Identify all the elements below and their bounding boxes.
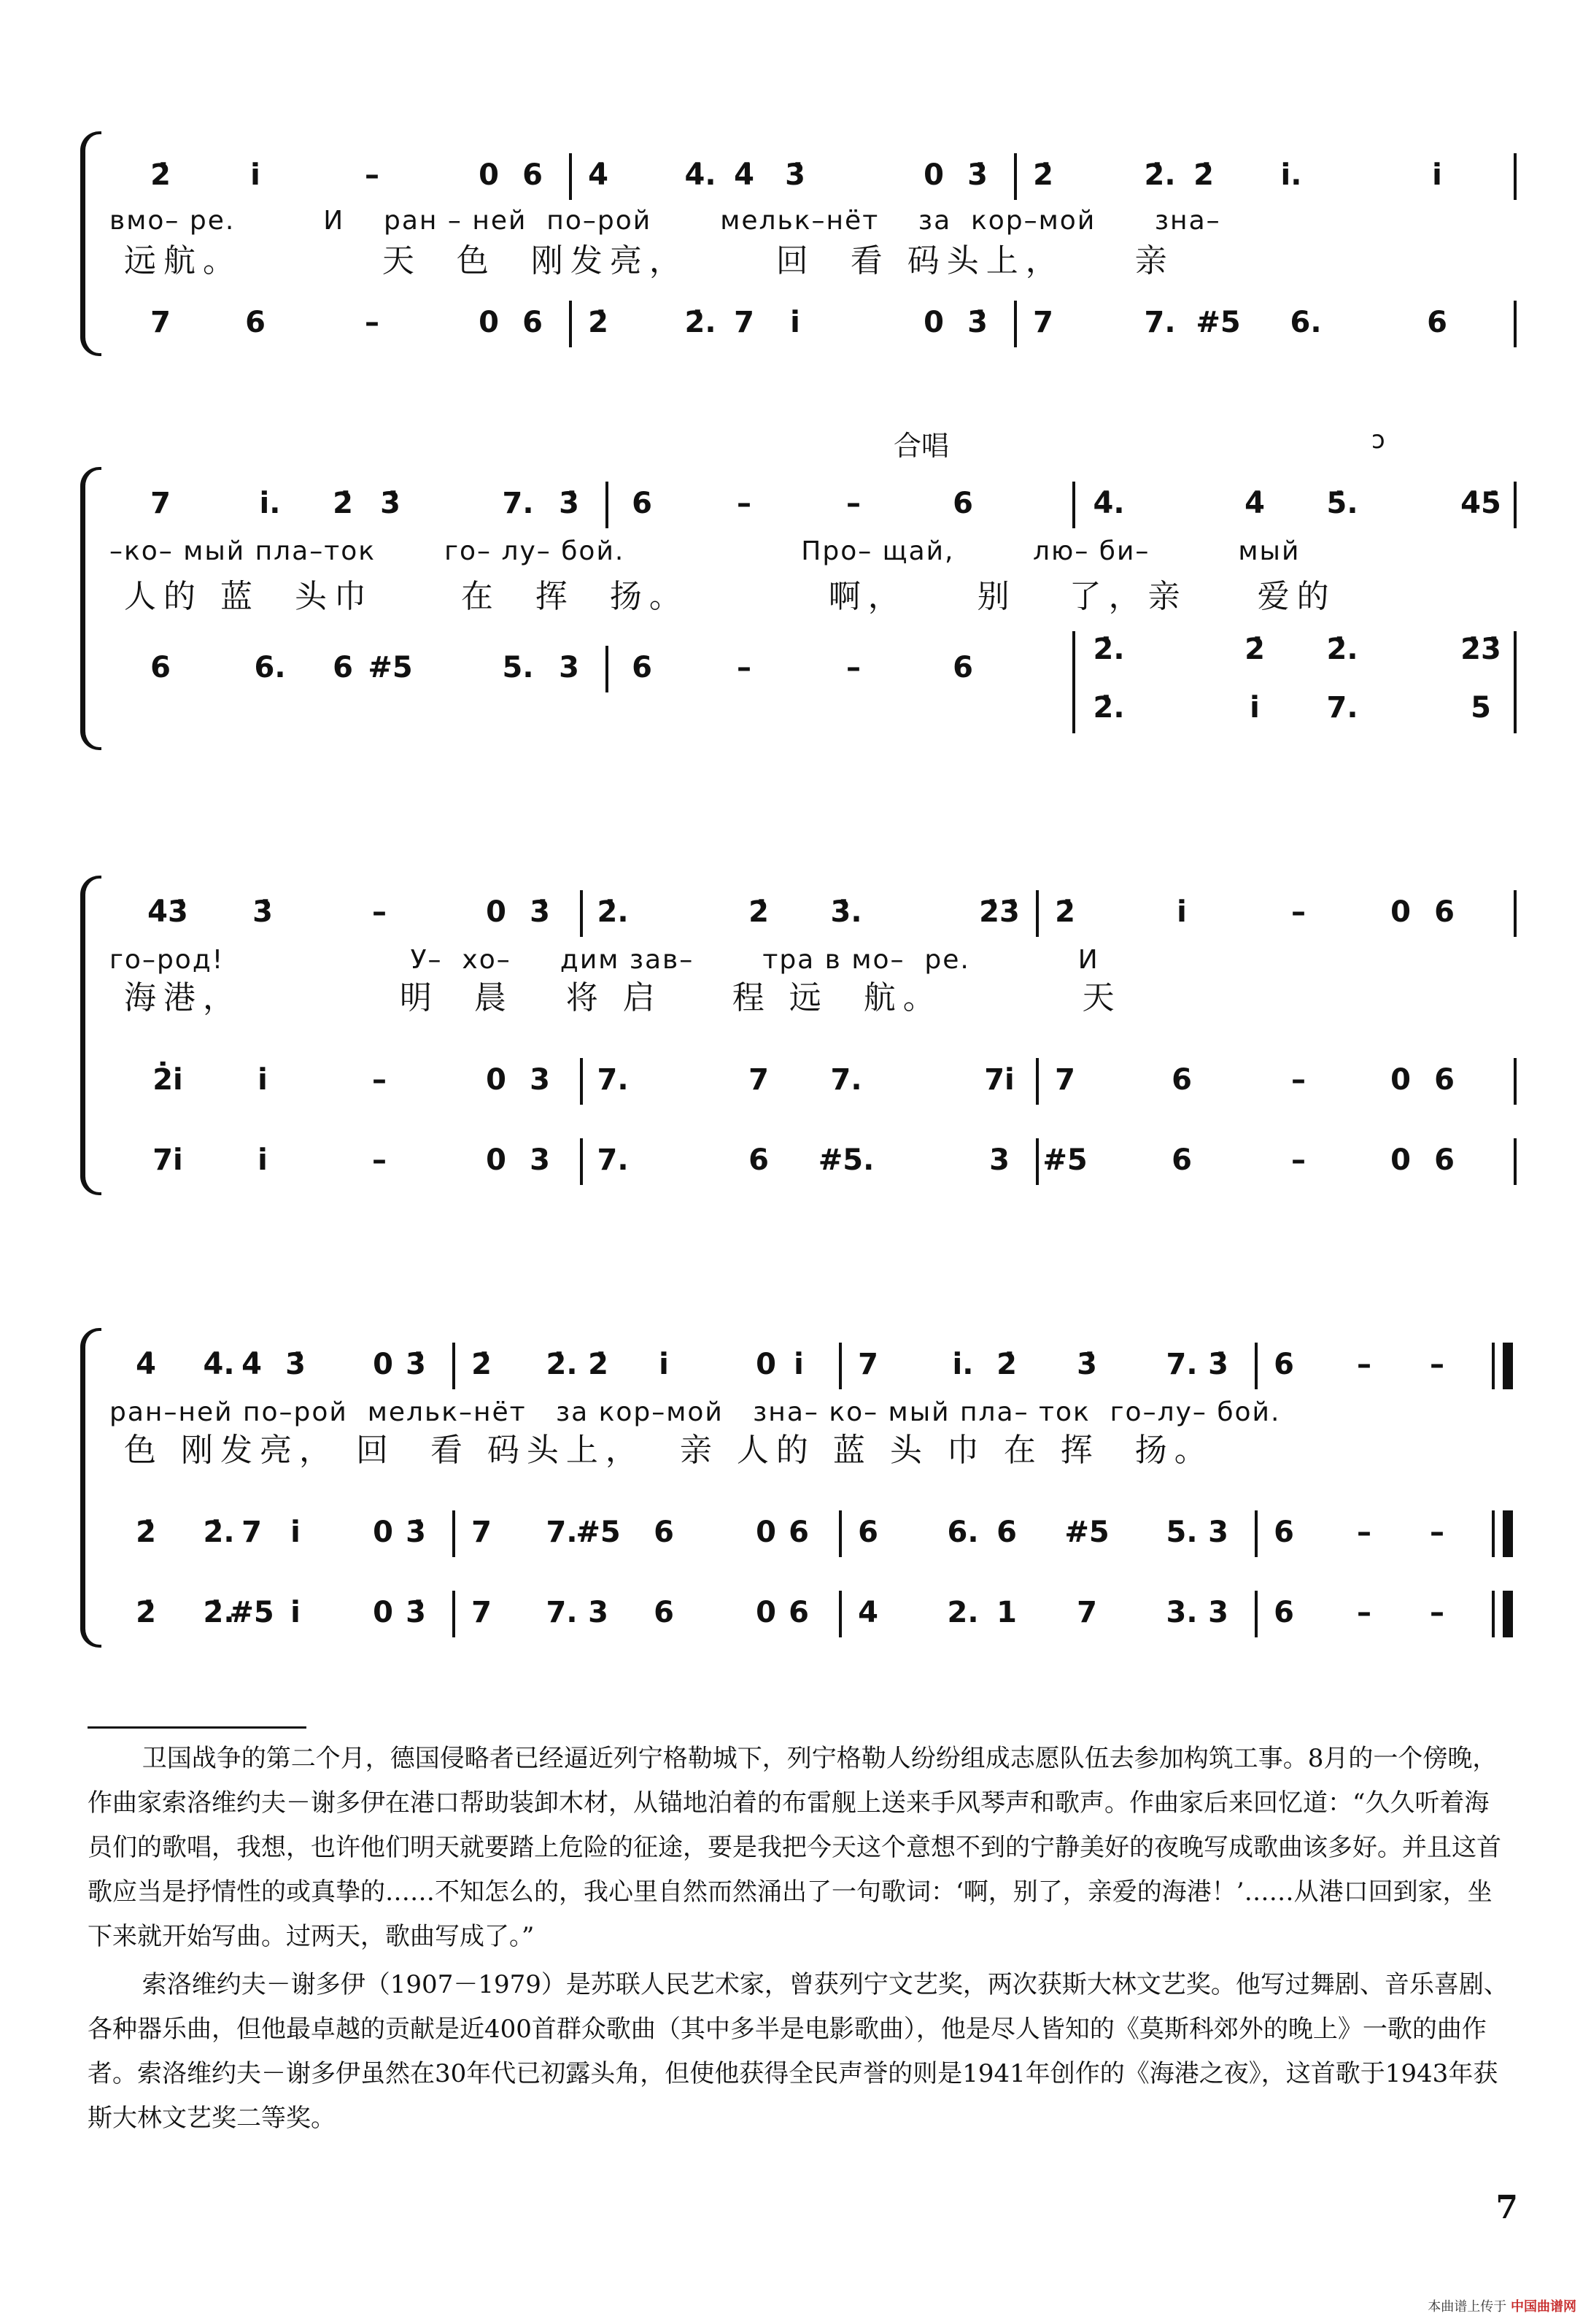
note: 2.	[947, 1596, 979, 1629]
note: #5	[368, 651, 413, 684]
note: 6	[245, 306, 266, 339]
note: 3̇	[1208, 1348, 1228, 1381]
lyric-russian: –ко– мый пла–ток го– лу– бой. Про– щай, лю– би– мый	[109, 536, 1301, 566]
note: –	[1291, 895, 1306, 929]
lyric-russian: го–род! У– хо– дим зав– тра в мо– ре. И	[109, 945, 1099, 975]
note: 2̇.	[203, 1596, 235, 1629]
system-bracket	[80, 131, 101, 356]
note: 3	[989, 1143, 1010, 1177]
barline	[1514, 301, 1517, 347]
note: 6	[748, 1143, 769, 1177]
note: 4̇3̇	[147, 895, 188, 929]
note: 6	[150, 651, 171, 684]
background-note-paragraph-2: 索洛维约夫－谢多伊（1907－1979）是苏联人民艺术家，曾获列宁文艺奖，两次获斯大林文艺奖。他写过舞剧、音乐喜剧、各种器乐曲，但他最卓越的贡献是近400首群众歌曲（其中多半是电影歌曲），他是尽人皆知的《莫斯科郊外的晚上》一歌的曲作者。索洛维约夫－谢多伊虽然在30年代已初露头角，但使他获得全民声誉的则是1941年创作的《海港之夜》，这首歌于1943年获斯大林文艺奖二等奖。	[88, 1970, 1509, 2133]
note: –	[372, 1063, 387, 1097]
note: 4̇	[136, 1348, 156, 1381]
note: 2̇.	[1326, 633, 1358, 666]
lyric-chinese: 人的 蓝 头巾 在 挥 扬。 啊， 别 了，亲 爱的	[124, 578, 1336, 615]
note: 2̇3̇	[1460, 633, 1501, 666]
note: 7i̇	[152, 1143, 183, 1177]
note: i̇.	[259, 487, 281, 520]
note: –	[1430, 1596, 1444, 1629]
note: 2̇3̇	[979, 895, 1020, 929]
system-bracket	[80, 1328, 101, 1648]
note: 7	[734, 306, 754, 339]
barline	[1514, 1058, 1517, 1105]
note: 7.	[1326, 691, 1358, 725]
note: #5	[1064, 1516, 1110, 1549]
note: –	[372, 895, 387, 929]
note: 7i̇	[984, 1063, 1015, 1097]
note: 6	[858, 1516, 878, 1549]
barline	[452, 1591, 455, 1637]
lyric-chinese: 远航。 天 色 刚发亮， 回 看 码头上， 亲	[124, 242, 1174, 279]
note: 0	[486, 1063, 506, 1097]
note: 5.	[502, 651, 534, 684]
note: 2̇.	[546, 1348, 578, 1381]
note: 3̇	[967, 306, 988, 339]
final-barline-thick	[1503, 1510, 1513, 1557]
barline	[1255, 1591, 1258, 1637]
note: 3	[559, 651, 579, 684]
note: 6	[789, 1516, 809, 1549]
note: 3̇	[285, 1348, 306, 1381]
note: 0	[756, 1348, 776, 1381]
note: #5.	[818, 1143, 875, 1177]
note: i̇.	[952, 1348, 974, 1381]
melody-row	[109, 153, 1517, 197]
note: 4̇	[588, 158, 608, 192]
note: 7	[1055, 1063, 1075, 1097]
final-barline-thick	[1503, 1591, 1513, 1637]
lyric-chinese: 色 刚发亮， 回 看 码头上， 亲 人的 蓝 头 巾 在 挥 扬。	[124, 1432, 1214, 1469]
note: 2̇.	[1093, 633, 1125, 666]
note: 2̇	[136, 1596, 156, 1629]
final-barline-thin	[1492, 1510, 1495, 1557]
note: 0	[373, 1348, 393, 1381]
note: 7	[150, 487, 171, 520]
barline	[839, 1591, 842, 1637]
note: 7.	[1166, 1348, 1198, 1381]
note: 0	[1390, 1143, 1411, 1177]
page-number: 7	[1495, 2189, 1518, 2226]
melody-row	[109, 890, 1517, 934]
note: 6	[654, 1516, 674, 1549]
section-label-chorus: 合唱	[894, 430, 950, 462]
note: 3̇	[406, 1516, 426, 1549]
note: 7	[241, 1516, 262, 1549]
melody-row	[109, 1343, 1517, 1386]
barline	[569, 153, 572, 200]
note: –	[1357, 1516, 1371, 1549]
note: 7.	[502, 487, 534, 520]
note: 7	[471, 1516, 492, 1549]
note: 6	[1274, 1348, 1294, 1381]
note: 2̇	[1244, 633, 1265, 666]
note: 2̇.	[684, 306, 716, 339]
note: 6	[953, 487, 973, 520]
note: 3̇	[406, 1596, 426, 1629]
note: –	[846, 651, 861, 684]
note: i̇	[1432, 158, 1442, 192]
barline	[605, 482, 608, 528]
note: 6	[522, 306, 543, 339]
note: –	[1430, 1348, 1444, 1381]
note: i̇	[290, 1596, 301, 1629]
note: i̇	[1250, 691, 1260, 725]
note: 6	[953, 651, 973, 684]
note: 0	[373, 1596, 393, 1629]
site-watermark	[1428, 2296, 1576, 2315]
note: 4	[858, 1596, 878, 1629]
note: 7	[858, 1348, 878, 1381]
background-note-paragraph-1: 卫国战争的第二个月，德国侵略者已经逼近列宁格勒城下，列宁格勒人纷纷组成志愿队伍去参加构筑工事。8月的一个傍晚，作曲家索洛维约夫－谢多伊在港口帮助装卸木材，从锚地泊着的布雷舰上送来手风琴声和歌声。作曲家后来回忆道：“久久听着海员们的歌唱，我想，也许他们明天就要踏上危险的征途，要是我把今天这个意想不到的宁静美好的夜晚写成歌曲该多好。并且这首歌应当是抒情性的或真挚的……不知怎么的，我心里自然而然涌出了一句歌词：‘啊，别了，亲爱的海港！’……从港口回到家，坐下来就开始写曲。过两天，歌曲写成了。”	[88, 1744, 1501, 1951]
barline	[839, 1343, 842, 1389]
note: 0	[1390, 1063, 1411, 1097]
note: 6	[333, 651, 353, 684]
note: 0	[373, 1516, 393, 1549]
note: –	[1430, 1516, 1444, 1549]
score-system-3	[80, 876, 1517, 1197]
note: 5.	[1166, 1516, 1198, 1549]
note: 7.	[830, 1063, 862, 1097]
note: 3	[588, 1596, 608, 1629]
note: 7.	[546, 1516, 578, 1549]
note: 7	[1033, 306, 1053, 339]
note: 4̇	[1244, 487, 1265, 520]
note: i̇	[290, 1516, 301, 1549]
note: #5	[1042, 1143, 1088, 1177]
note: 4̇.	[203, 1348, 235, 1381]
melody-row	[109, 482, 1517, 525]
note: 0	[924, 306, 944, 339]
note: –	[1291, 1063, 1306, 1097]
note: 6.	[947, 1516, 979, 1549]
barline	[1014, 153, 1017, 200]
barline	[1072, 482, 1075, 528]
note: –	[372, 1143, 387, 1177]
note: 7.	[597, 1063, 629, 1097]
note: i̇.	[1280, 158, 1302, 192]
barline	[1514, 631, 1517, 733]
barline	[1514, 482, 1517, 528]
note: 4̇	[241, 1348, 262, 1381]
barline	[580, 1138, 583, 1185]
barline	[1255, 1343, 1258, 1389]
note: 0	[924, 158, 944, 192]
breath-mark-icon: ↄ	[1371, 425, 1385, 455]
barline	[1014, 301, 1017, 347]
barline	[1036, 1138, 1039, 1185]
note: 2̇	[136, 1516, 156, 1549]
note: #5	[229, 1596, 274, 1629]
harmony-row	[109, 301, 1517, 344]
note: 3̇	[559, 487, 579, 520]
note: 3̇	[785, 158, 805, 192]
barline	[1036, 1058, 1039, 1105]
note: 6	[632, 651, 652, 684]
note: i̇	[659, 1348, 669, 1381]
note: 3̇	[406, 1348, 426, 1381]
site-watermark-prefix: 本曲谱上传于	[1428, 2299, 1507, 2315]
note: 4̇.	[1093, 487, 1125, 520]
score-system-1	[80, 131, 1517, 365]
note: 2̇.	[1144, 158, 1176, 192]
barline	[1255, 1510, 1258, 1557]
note: 0	[756, 1516, 776, 1549]
lyric-chinese: 海港， 明 晨 将 启 程 远 航。 天	[124, 979, 1122, 1016]
note: 7	[471, 1596, 492, 1629]
note: 2̇	[1055, 895, 1075, 929]
barline	[569, 301, 572, 347]
note: 2̇	[333, 487, 353, 520]
note: 3̇	[967, 158, 988, 192]
note: 0	[479, 306, 499, 339]
note: 3	[530, 1143, 550, 1177]
barline	[1036, 890, 1039, 937]
note: #5	[1196, 306, 1241, 339]
note: 2̇	[1033, 158, 1053, 192]
note: 7	[1077, 1596, 1097, 1629]
barline	[839, 1510, 842, 1557]
note: 0	[486, 895, 506, 929]
note: 6	[522, 158, 543, 192]
note: 3	[1208, 1596, 1228, 1629]
barline	[1514, 890, 1517, 937]
barline	[1072, 631, 1075, 733]
note: 6.	[254, 651, 286, 684]
note: i̇	[250, 158, 260, 192]
note: 0	[756, 1596, 776, 1629]
note: 5	[1471, 691, 1491, 725]
note: 6	[1427, 306, 1447, 339]
note: –	[1357, 1596, 1371, 1629]
note: 6	[654, 1596, 674, 1629]
note: 2̇	[1193, 158, 1214, 192]
barline	[580, 890, 583, 937]
note: 2̇	[748, 895, 769, 929]
note: –	[846, 487, 861, 520]
note: 2̇	[588, 306, 608, 339]
note: 2̇.	[597, 895, 629, 929]
note: i̇	[258, 1063, 268, 1097]
note: 0	[486, 1143, 506, 1177]
note: 4̇	[734, 158, 754, 192]
note: –	[737, 487, 751, 520]
note: 3̇	[252, 895, 273, 929]
site-watermark-brand: 中国曲谱网	[1511, 2299, 1576, 2315]
footnote-rule	[88, 1726, 306, 1729]
note: i̇	[794, 1348, 804, 1381]
note: 2̇	[996, 1348, 1017, 1381]
harmony-row	[109, 633, 1517, 725]
note: –	[737, 651, 751, 684]
note: 6	[1172, 1143, 1192, 1177]
note: 6	[1274, 1596, 1294, 1629]
note: 0	[479, 158, 499, 192]
note: 3	[530, 1063, 550, 1097]
final-barline-thin	[1492, 1591, 1495, 1637]
note: 6	[632, 487, 652, 520]
note: 7.	[546, 1596, 578, 1629]
note: –	[365, 306, 379, 339]
final-barline-thin	[1492, 1343, 1495, 1389]
barline	[1514, 153, 1517, 200]
note: 3̇	[530, 895, 550, 929]
note: 7	[150, 306, 171, 339]
note: –	[365, 158, 379, 192]
barline	[605, 646, 608, 692]
note: 2̇	[588, 1348, 608, 1381]
note: 7.	[1144, 306, 1176, 339]
harmony-row	[109, 1058, 1517, 1102]
note: i̇	[790, 306, 800, 339]
note: 2̇	[150, 158, 171, 192]
score-system-2	[80, 467, 1517, 759]
system-bracket	[80, 467, 101, 750]
note: 6	[1434, 1063, 1455, 1097]
note: 6	[996, 1516, 1017, 1549]
note: 4̇.	[684, 158, 716, 192]
note: i̇	[258, 1143, 268, 1177]
note: 4̇5̇	[1460, 487, 1501, 520]
note: 7.	[597, 1143, 629, 1177]
lyric-russian: вмо– ре. И ран – ней по–рой мельк–нёт за кор–мой зна–	[109, 206, 1221, 236]
lyric-russian: ран–ней по–рой мельк–нёт за кор–мой зна– ко– мый пла– ток го–лу– бой.	[109, 1397, 1281, 1427]
note: 3	[1208, 1516, 1228, 1549]
note: 2̇i̇	[152, 1063, 183, 1097]
score-system-4	[80, 1328, 1517, 1649]
note: 7	[748, 1063, 769, 1097]
harmony-row	[109, 1510, 1517, 1554]
note: 6	[1434, 895, 1455, 929]
note: 1	[996, 1596, 1017, 1629]
note: 2̇	[471, 1348, 492, 1381]
note: 5̇.	[1326, 487, 1358, 520]
system-bracket	[80, 876, 101, 1195]
barline	[452, 1510, 455, 1557]
barline	[1514, 1138, 1517, 1185]
note: 6	[789, 1596, 809, 1629]
bass-row	[109, 1591, 1517, 1634]
note: 6	[1434, 1143, 1455, 1177]
note: 6	[1274, 1516, 1294, 1549]
final-barline-thick	[1503, 1343, 1513, 1389]
note: i̇	[1177, 895, 1187, 929]
note: 6.	[1290, 306, 1322, 339]
barline	[452, 1343, 455, 1389]
note: –	[1357, 1348, 1371, 1381]
note: 6	[1172, 1063, 1192, 1097]
note: 2̇.	[1093, 691, 1125, 725]
note: 3.	[1166, 1596, 1198, 1629]
bass-row	[109, 1138, 1517, 1182]
note: 3̇.	[830, 895, 862, 929]
note: –	[1291, 1143, 1306, 1177]
note: 2̇.	[203, 1516, 235, 1549]
note: 3̇	[380, 487, 400, 520]
note: #5	[576, 1516, 621, 1549]
note: 3̇	[1077, 1348, 1097, 1381]
note: 0	[1390, 895, 1411, 929]
barline	[580, 1058, 583, 1105]
